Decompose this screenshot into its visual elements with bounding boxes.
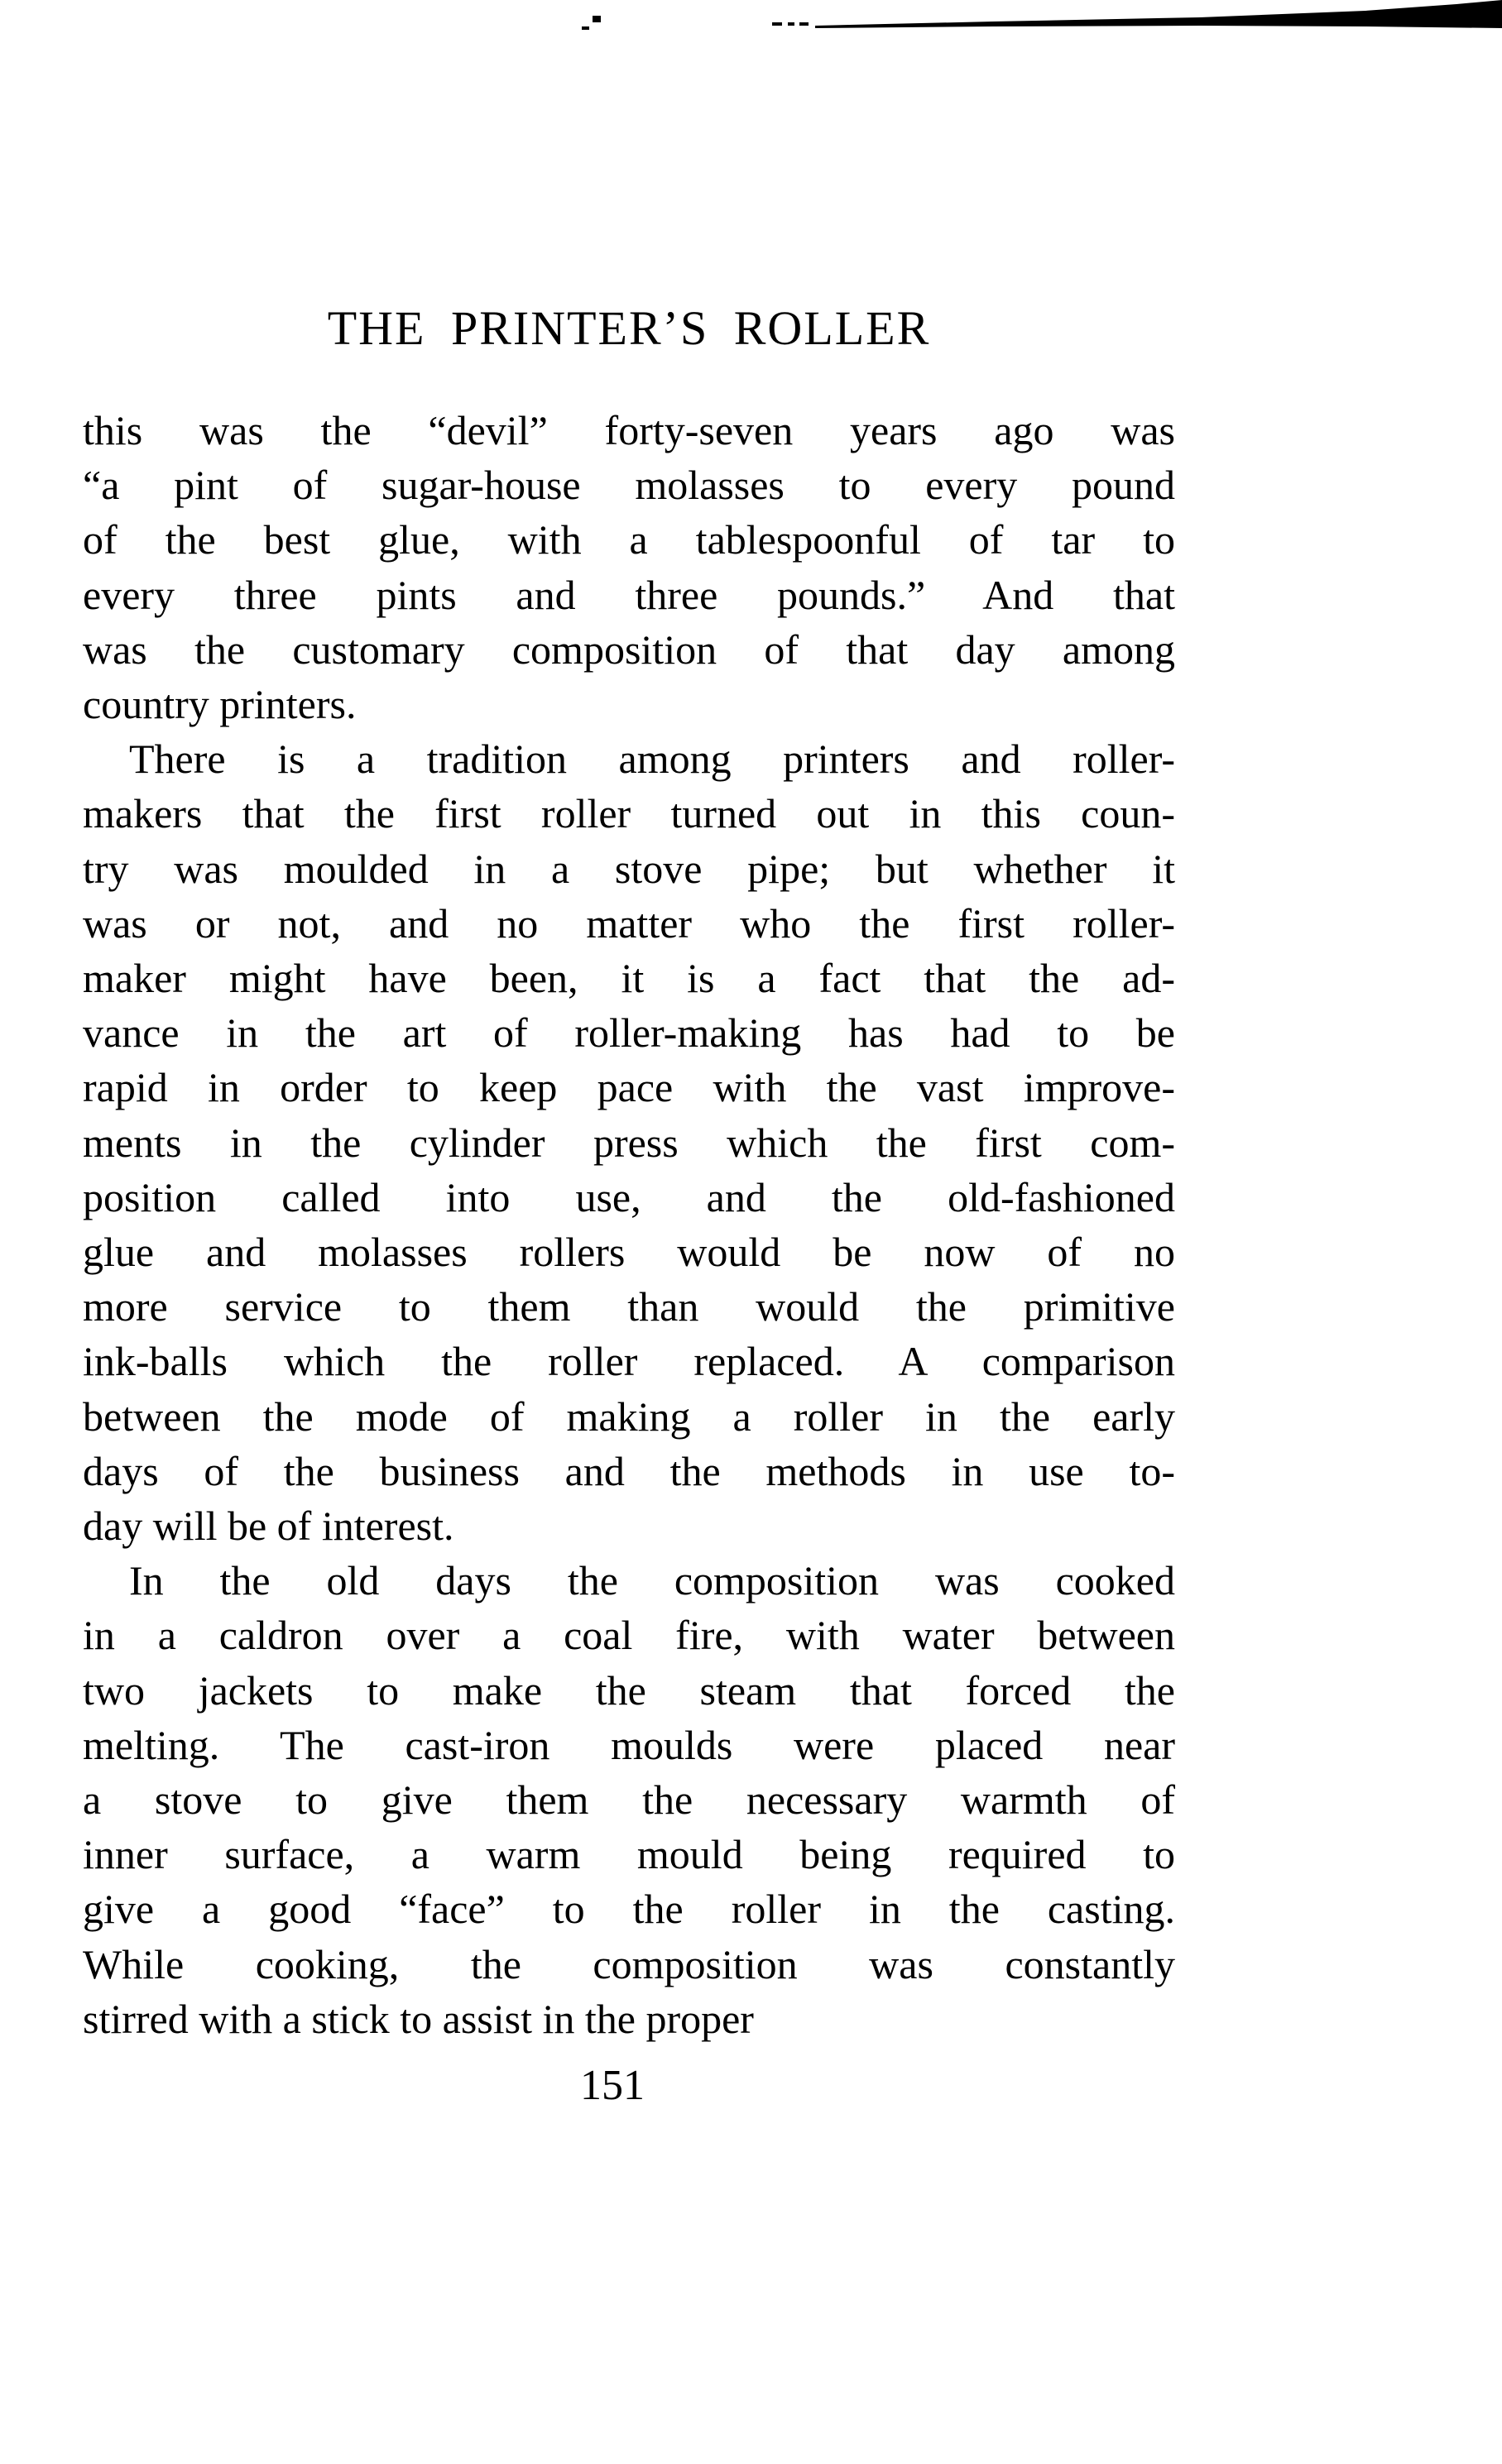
text-line: in a caldron over a coal fire, with water between: [83, 1612, 1175, 1659]
text-line: ments in the cylinder press which the first com-: [83, 1119, 1175, 1166]
text-line: two jackets to make the steam that forced the: [83, 1666, 1175, 1714]
text-line: makers that the first roller turned out in this coun-: [83, 790, 1175, 837]
text-line: this was the “devil” forty-seven years ago was: [83, 407, 1175, 453]
page-number: 151: [580, 2062, 645, 2109]
text-line: stirred with a stick to assist in the proper: [83, 1995, 754, 2042]
text-line: inner surface, a warm mould being required to: [83, 1831, 1175, 1878]
text-line: more service to them than would the primitive: [83, 1283, 1175, 1330]
text-line: vance in the art of roller-making has had to be: [83, 1009, 1175, 1057]
text-line: maker might have been, it is a fact that the ad-: [83, 955, 1175, 1002]
text-line: between the mode of making a roller in the early: [83, 1393, 1175, 1440]
text-line: was the customary composition of that day among: [83, 626, 1175, 673]
scan-artifact-top-edge: [0, 0, 1502, 50]
text-line: glue and molasses rollers would be now of no: [83, 1229, 1175, 1276]
text-line: give a good “face” to the roller in the casting.: [83, 1886, 1175, 1933]
text-line: of the best glue, with a tablespoonful of tar to: [83, 516, 1175, 563]
text-line: try was moulded in a stove pipe; but whether it: [83, 845, 1175, 892]
text-line: days of the business and the methods in use to-: [83, 1447, 1175, 1494]
text-line: There is a tradition among printers and roller-: [129, 736, 1175, 783]
text-line: country printers.: [83, 681, 357, 728]
text-line: melting. The cast-iron moulds were placed near: [83, 1721, 1175, 1768]
page-body-text: [83, 403, 1175, 2046]
text-line: day will be of interest.: [83, 1503, 454, 1550]
text-line: every three pints and three pounds.” And that: [83, 571, 1175, 618]
text-line: “a pint of sugar-house molasses to every pound: [83, 462, 1175, 509]
text-line: In the old days the composition was cooked: [129, 1557, 1175, 1604]
page-header-title: THE PRINTER’S ROLLER: [327, 301, 931, 355]
text-line: a stove to give them the necessary warmth of: [83, 1776, 1175, 1824]
text-line: While cooking, the composition was constantly: [83, 1940, 1175, 1987]
text-line: ink-balls which the roller replaced. A comparison: [83, 1338, 1175, 1385]
text-line: position called into use, and the old-fashioned: [83, 1173, 1175, 1220]
text-line: was or not, and no matter who the first roller-: [83, 899, 1175, 947]
text-line: rapid in order to keep pace with the vast improve-: [83, 1064, 1175, 1111]
